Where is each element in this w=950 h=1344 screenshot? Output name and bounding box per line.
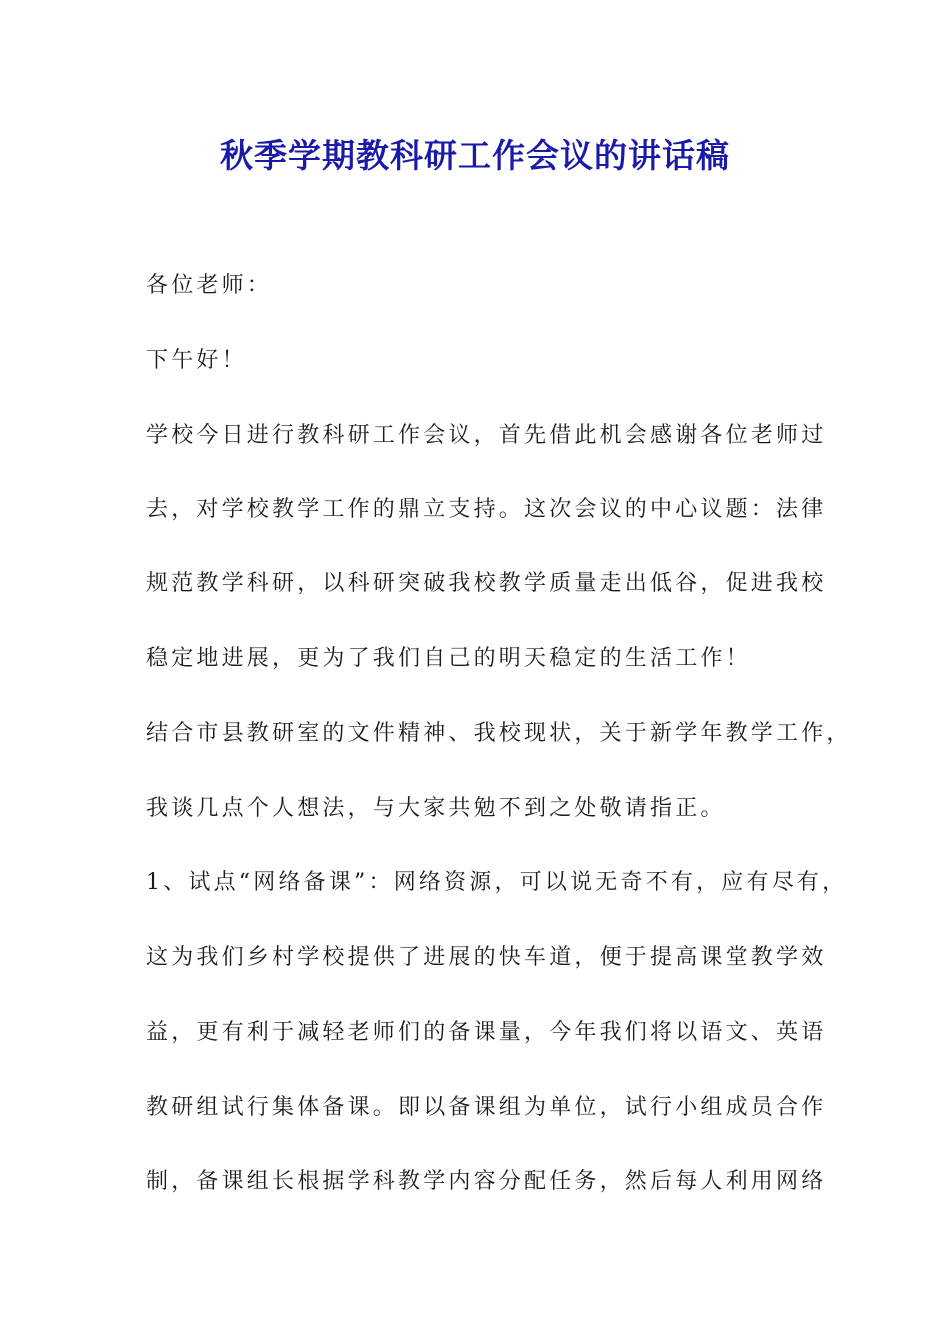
body-line-8: 这为我们乡村学校提供了进展的快车道，便于提高课堂教学效	[146, 945, 827, 970]
document-title: 秋季学期教科研工作会议的讲话稿	[220, 136, 730, 175]
body-line-7: 1、试点“网络备课”：网络资源，可以说无奇不有，应有尽有，	[146, 870, 848, 895]
body-line-9: 益，更有利于减轻老师们的备课量，今年我们将以语文、英语	[146, 1020, 827, 1045]
body-line-5: 结合市县教研室的文件精神、我校现状，关于新学年教学工作，	[146, 721, 852, 746]
body-line-4: 稳定地进展，更为了我们自己的明天稳定的生活工作！	[146, 646, 751, 671]
greeting-line: 下午好！	[146, 348, 247, 373]
body-line-2: 去，对学校教学工作的鼎立支持。这次会议的中心议题：法律	[146, 497, 827, 522]
body-line-6: 我谈几点个人想法，与大家共勉不到之处敬请指正。	[146, 796, 726, 821]
body-line-10: 教研组试行集体备课。即以备课组为单位，试行小组成员合作	[146, 1095, 827, 1120]
body-line-1: 学校今日进行教科研工作会议，首先借此机会感谢各位老师过	[146, 423, 827, 448]
salutation-line: 各位老师：	[146, 273, 273, 298]
body-line-11: 制，备课组长根据学科教学内容分配任务，然后每人利用网络	[146, 1169, 827, 1194]
body-line-3: 规范教学科研，以科研突破我校教学质量走出低谷，促进我校	[146, 571, 827, 596]
